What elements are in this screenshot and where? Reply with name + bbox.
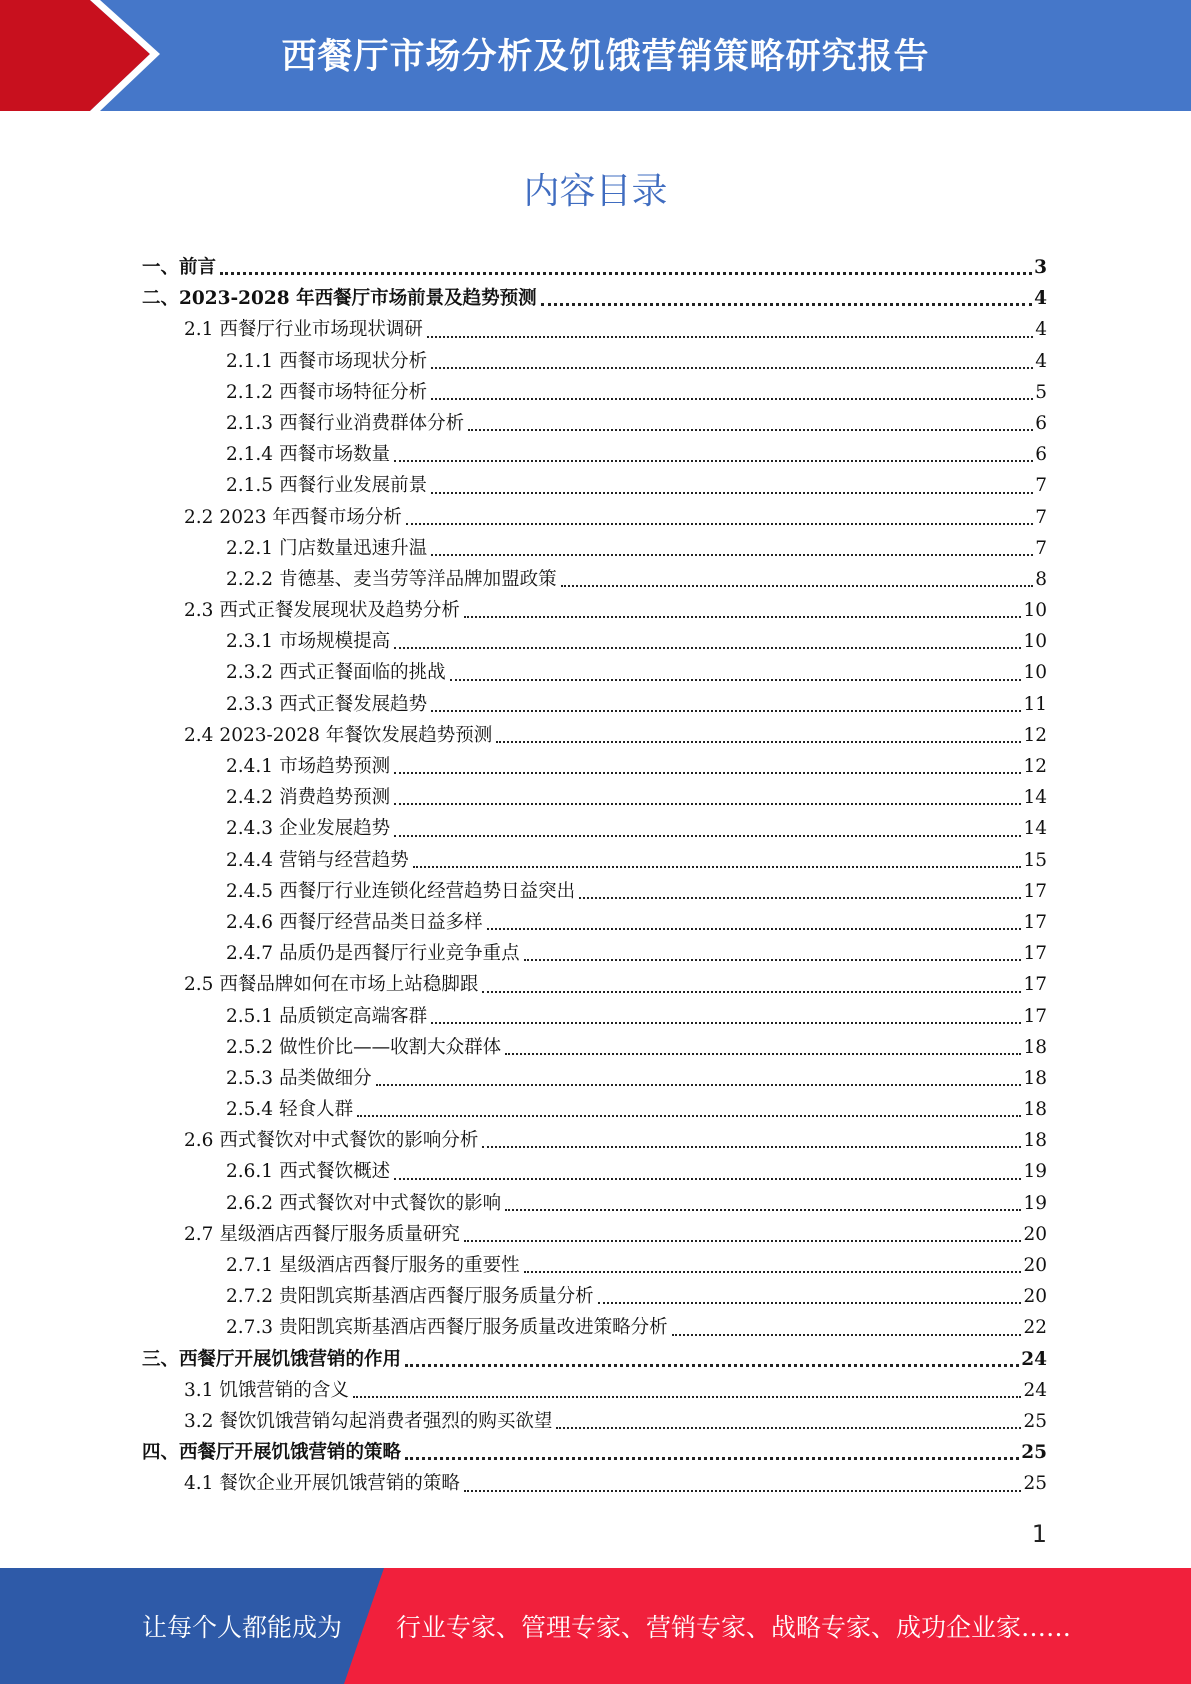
toc-leader-dots bbox=[672, 1334, 1022, 1336]
toc-entry-page: 4 bbox=[1035, 319, 1047, 341]
toc-entry-number: 2.4.7 bbox=[226, 943, 274, 965]
toc-entry-title: 市场规模提高 bbox=[279, 631, 391, 653]
toc-leader-dots bbox=[353, 1396, 1022, 1398]
toc-entry-title: 西餐行业发展前景 bbox=[279, 475, 428, 497]
toc-leader-dots bbox=[496, 741, 1021, 743]
toc-entry-number: 2.3.1 bbox=[226, 631, 274, 653]
header-banner bbox=[0, 0, 1191, 111]
toc-entry[interactable] bbox=[142, 1468, 1047, 1499]
page-number: 1 bbox=[1031, 1520, 1047, 1548]
toc-entry[interactable] bbox=[142, 1156, 1047, 1187]
toc-entry-page: 17 bbox=[1023, 911, 1047, 933]
toc-entry-title: 西餐厅开展饥饿营销的作用 bbox=[179, 1348, 402, 1370]
toc-entry-page: 14 bbox=[1023, 787, 1047, 809]
toc-entry-title: 星级酒店西餐厅服务质量研究 bbox=[219, 1223, 460, 1245]
toc-entry-number: 2.2.2 bbox=[226, 568, 274, 590]
toc-leader-dots bbox=[413, 866, 1022, 868]
toc-entry-number: 2.3.2 bbox=[226, 662, 274, 684]
toc-entry-number: 2.5.2 bbox=[226, 1036, 274, 1058]
toc-entry-title: 营销与经营趋势 bbox=[279, 849, 409, 871]
toc-entry-page: 7 bbox=[1035, 537, 1047, 559]
toc-entry-title: 企业发展趋势 bbox=[279, 818, 391, 840]
toc-entry-number: 2.7.2 bbox=[226, 1286, 274, 1308]
toc-entry[interactable] bbox=[142, 1281, 1047, 1312]
toc-entry-number: 2.5 bbox=[184, 974, 214, 996]
toc-leader-dots bbox=[541, 303, 1033, 306]
toc-leader-dots bbox=[394, 772, 1021, 774]
toc-leader-dots bbox=[394, 460, 1033, 462]
toc-entry[interactable] bbox=[142, 969, 1047, 1000]
toc-entry-number: 3.2 bbox=[184, 1410, 214, 1432]
toc-entry-page: 22 bbox=[1023, 1317, 1047, 1339]
toc-entry-title: 贵阳凯宾斯基酒店西餐厅服务质量改进策略分析 bbox=[279, 1317, 668, 1339]
toc-entry-title: 西餐厅经营品类日益多样 bbox=[279, 911, 483, 933]
toc-entry[interactable] bbox=[142, 1063, 1047, 1094]
toc-entry-page: 17 bbox=[1023, 880, 1047, 902]
toc-leader-dots bbox=[487, 928, 1022, 930]
toc-entry-number: 2.4.4 bbox=[226, 849, 274, 871]
toc-leader-dots bbox=[405, 1457, 1019, 1460]
toc-entry[interactable] bbox=[142, 502, 1047, 533]
toc-entry-title: 西餐市场数量 bbox=[279, 444, 391, 466]
toc-entry-title: 西餐厅行业连锁化经营趋势日益突出 bbox=[279, 880, 576, 902]
toc-entry[interactable] bbox=[142, 1001, 1047, 1032]
toc-entry-number: 2.1.1 bbox=[226, 350, 274, 372]
toc-entry-title: 西餐市场现状分析 bbox=[279, 350, 428, 372]
toc-entry[interactable] bbox=[142, 813, 1047, 844]
toc-entry-page: 20 bbox=[1023, 1255, 1047, 1276]
toc-entry-title: 2023 年西餐市场分析 bbox=[219, 506, 402, 528]
toc-entry-page: 10 bbox=[1023, 662, 1047, 684]
toc-entry-number: 3.1 bbox=[184, 1379, 214, 1401]
toc-entry-number: 三、 bbox=[142, 1348, 180, 1370]
toc-entry[interactable] bbox=[142, 876, 1047, 907]
toc-leader-dots bbox=[394, 835, 1021, 837]
toc-entry-number: 2.4.2 bbox=[226, 787, 274, 809]
toc-entry-page: 6 bbox=[1035, 412, 1047, 434]
toc-entry[interactable] bbox=[142, 1406, 1047, 1437]
toc-entry[interactable] bbox=[142, 408, 1047, 439]
toc-entry-number: 2.4.1 bbox=[226, 756, 274, 777]
toc-entry-title: 餐饮企业开展饥饿营销的策略 bbox=[219, 1473, 460, 1495]
toc-entry-page: 25 bbox=[1021, 1442, 1047, 1464]
toc-entry-page: 14 bbox=[1023, 818, 1047, 840]
toc-entry[interactable] bbox=[142, 1344, 1047, 1375]
toc-entry[interactable] bbox=[142, 314, 1047, 345]
toc-leader-dots bbox=[431, 367, 1033, 369]
toc-entry-page: 3 bbox=[1034, 257, 1047, 278]
toc-entry-page: 24 bbox=[1021, 1348, 1047, 1370]
toc-leader-dots bbox=[561, 585, 1034, 587]
toc-entry[interactable] bbox=[142, 595, 1047, 626]
toc-entry-title: 西式餐饮概述 bbox=[279, 1161, 391, 1183]
toc-entry-number: 2.2 bbox=[184, 506, 214, 528]
toc-leader-dots bbox=[524, 1271, 1022, 1273]
toc-entry-number: 四、 bbox=[142, 1442, 180, 1464]
toc-leader-dots bbox=[406, 523, 1033, 525]
toc-entry-title: 前言 bbox=[179, 257, 217, 278]
toc-entry-page: 17 bbox=[1023, 943, 1047, 965]
toc-entry-title: 西餐市场特征分析 bbox=[279, 381, 428, 403]
toc-entry[interactable] bbox=[142, 751, 1047, 782]
toc-entry-page: 18 bbox=[1023, 1099, 1047, 1121]
toc-entry[interactable] bbox=[142, 470, 1047, 501]
toc-entry[interactable] bbox=[142, 782, 1047, 813]
toc-entry-page: 8 bbox=[1035, 568, 1047, 590]
toc-entry-title: 西式餐饮对中式餐饮的影响分析 bbox=[219, 1130, 479, 1152]
toc-entry-title: 肯德基、麦当劳等洋品牌加盟政策 bbox=[279, 568, 557, 590]
toc-leader-dots bbox=[464, 1490, 1022, 1492]
toc-entry-page: 7 bbox=[1035, 506, 1047, 528]
toc-leader-dots bbox=[376, 1084, 1022, 1086]
toc-leader-dots bbox=[220, 272, 1032, 275]
toc-entry[interactable] bbox=[142, 1312, 1047, 1343]
toc-leader-dots bbox=[431, 492, 1033, 494]
toc-entry-page: 18 bbox=[1023, 1036, 1047, 1058]
toc-entry-title: 门店数量迅速升温 bbox=[279, 537, 428, 559]
toc-entry[interactable] bbox=[142, 1437, 1047, 1468]
toc-entry-page: 5 bbox=[1035, 381, 1047, 403]
toc-entry-title: 2023-2028 年餐饮发展趋势预测 bbox=[219, 724, 493, 746]
toc-entry-number: 2.6.2 bbox=[226, 1192, 274, 1214]
toc-entry-page: 7 bbox=[1035, 475, 1047, 497]
toc-entry-page: 25 bbox=[1023, 1473, 1047, 1495]
toc-entry-title: 西餐厅开展饥饿营销的策略 bbox=[179, 1442, 402, 1464]
toc-entry-title: 消费趋势预测 bbox=[279, 787, 391, 809]
toc-entry-number: 2.7 bbox=[184, 1223, 214, 1245]
toc-leader-dots bbox=[468, 429, 1033, 431]
toc-entry-title: 西式餐饮对中式餐饮的影响 bbox=[279, 1192, 502, 1214]
toc-entry-page: 12 bbox=[1023, 756, 1047, 777]
toc-entry-page: 10 bbox=[1023, 600, 1047, 622]
toc-leader-dots bbox=[464, 616, 1022, 618]
toc-entry-title: 西餐行业消费群体分析 bbox=[279, 412, 465, 434]
toc-entry-number: 二、 bbox=[142, 288, 180, 310]
toc-leader-dots bbox=[524, 959, 1022, 961]
toc-entry[interactable] bbox=[142, 1188, 1047, 1219]
toc-entry[interactable] bbox=[142, 720, 1047, 751]
toc-leader-dots bbox=[394, 647, 1021, 649]
toc-leader-dots bbox=[427, 336, 1033, 338]
toc-entry-number: 2.7.3 bbox=[226, 1317, 274, 1339]
toc-entry-title: 西式正餐面临的挑战 bbox=[279, 662, 446, 684]
toc-entry-page: 20 bbox=[1023, 1286, 1047, 1308]
toc-leader-dots bbox=[431, 554, 1033, 556]
toc-entry-page: 20 bbox=[1023, 1223, 1047, 1245]
toc-entry-number: 2.5.1 bbox=[226, 1005, 274, 1027]
toc-entry[interactable] bbox=[142, 1094, 1047, 1125]
toc-entry-page: 25 bbox=[1023, 1410, 1047, 1432]
toc-leader-dots bbox=[598, 1302, 1022, 1304]
toc-entry-page: 18 bbox=[1023, 1130, 1047, 1152]
toc-entry-number: 2.5.4 bbox=[226, 1099, 274, 1121]
toc-leader-dots bbox=[464, 1240, 1022, 1242]
toc-leader-dots bbox=[505, 1209, 1021, 1211]
toc-entry-page: 19 bbox=[1023, 1161, 1047, 1183]
toc-entry-number: 2.6.1 bbox=[226, 1161, 274, 1183]
toc-entry-number: 2.4.6 bbox=[226, 911, 274, 933]
toc-entry[interactable] bbox=[142, 1125, 1047, 1156]
toc-entry-title: 2023-2028 年西餐厅市场前景及趋势预测 bbox=[179, 288, 537, 310]
toc-entry[interactable] bbox=[142, 845, 1047, 876]
toc-entry-title: 市场趋势预测 bbox=[279, 756, 391, 777]
toc-entry-title: 品类做细分 bbox=[279, 1067, 372, 1089]
toc-entry-number: 2.1.3 bbox=[226, 412, 274, 434]
toc-entry-number: 2.1.5 bbox=[226, 475, 274, 497]
toc-entry[interactable] bbox=[142, 252, 1047, 283]
toc-entry-number: 一、 bbox=[142, 257, 180, 278]
toc-entry-title: 西餐品牌如何在市场上站稳脚跟 bbox=[219, 974, 479, 996]
toc-leader-dots bbox=[556, 1427, 1021, 1429]
toc-entry-number: 2.4.5 bbox=[226, 880, 274, 902]
toc-entry[interactable] bbox=[142, 346, 1047, 377]
toc-entry-number: 2.5.3 bbox=[226, 1067, 274, 1089]
toc-entry-number: 2.1 bbox=[184, 319, 214, 341]
toc-entry-page: 19 bbox=[1023, 1192, 1047, 1214]
toc-entry-page: 17 bbox=[1023, 974, 1047, 996]
footer-banner bbox=[0, 1568, 1191, 1684]
toc-entry-page: 10 bbox=[1023, 631, 1047, 653]
toc-entry-page: 4 bbox=[1035, 350, 1047, 372]
toc-leader-dots bbox=[450, 679, 1022, 681]
toc-leader-dots bbox=[579, 897, 1021, 899]
footer-slogan-left: 让每个人都能成为 bbox=[142, 1613, 343, 1642]
toc-entry-number: 2.4 bbox=[184, 724, 214, 746]
toc-entry[interactable] bbox=[142, 1375, 1047, 1406]
toc-entry[interactable] bbox=[142, 626, 1047, 657]
toc-leader-dots bbox=[405, 1364, 1019, 1367]
toc-entry-title: 品质仍是西餐厅行业竞争重点 bbox=[279, 943, 520, 965]
toc-entry[interactable] bbox=[142, 907, 1047, 938]
toc-entry-page: 18 bbox=[1023, 1067, 1047, 1089]
toc-entry[interactable] bbox=[142, 938, 1047, 969]
report-title: 西餐厅市场分析及饥饿营销策略研究报告 bbox=[281, 37, 930, 77]
toc-entry-title: 做性价比——收割大众群体 bbox=[279, 1036, 502, 1058]
toc-entry-number: 2.4.3 bbox=[226, 818, 274, 840]
toc-entry-title: 西式正餐发展趋势 bbox=[279, 693, 428, 715]
toc-entry-page: 15 bbox=[1023, 849, 1047, 871]
toc-leader-dots bbox=[482, 1146, 1021, 1148]
toc-entry-title: 轻食人群 bbox=[279, 1099, 354, 1121]
table-of-contents bbox=[142, 252, 1047, 1500]
toc-entry-number: 2.2.1 bbox=[226, 537, 274, 559]
toc-entry[interactable] bbox=[142, 533, 1047, 564]
toc-entry[interactable] bbox=[142, 657, 1047, 688]
toc-entry-title: 饥饿营销的含义 bbox=[219, 1379, 349, 1401]
toc-entry[interactable] bbox=[142, 283, 1047, 314]
toc-entry-number: 2.1.2 bbox=[226, 381, 274, 403]
toc-entry[interactable] bbox=[142, 377, 1047, 408]
toc-entry-page: 12 bbox=[1023, 724, 1047, 746]
toc-entry[interactable] bbox=[142, 689, 1047, 720]
toc-entry-title: 品质锁定高端客群 bbox=[279, 1005, 428, 1027]
toc-entry-number: 4.1 bbox=[184, 1473, 214, 1495]
toc-entry-title: 贵阳凯宾斯基酒店西餐厅服务质量分析 bbox=[279, 1286, 594, 1308]
toc-leader-dots bbox=[431, 398, 1033, 400]
toc-entry-page: 4 bbox=[1034, 288, 1047, 310]
toc-leader-dots bbox=[431, 1022, 1021, 1024]
toc-entry-number: 2.3 bbox=[184, 600, 214, 622]
toc-entry-title: 西式正餐发展现状及趋势分析 bbox=[219, 600, 460, 622]
toc-leader-dots bbox=[482, 991, 1021, 993]
toc-entry-title: 星级酒店西餐厅服务的重要性 bbox=[279, 1255, 520, 1276]
toc-entry[interactable] bbox=[142, 1250, 1047, 1281]
toc-entry[interactable] bbox=[142, 439, 1047, 470]
toc-leader-dots bbox=[505, 1053, 1021, 1055]
toc-leader-dots bbox=[357, 1115, 1021, 1117]
toc-entry[interactable] bbox=[142, 564, 1047, 595]
toc-entry-title: 餐饮饥饿营销勾起消费者强烈的购买欲望 bbox=[219, 1410, 553, 1432]
toc-leader-dots bbox=[431, 710, 1021, 712]
footer-slogan-right: 行业专家、管理专家、营销专家、战略专家、成功企业家…… bbox=[396, 1613, 1072, 1642]
toc-leader-dots bbox=[394, 803, 1021, 805]
toc-entry-title: 西餐厅行业市场现状调研 bbox=[219, 319, 423, 341]
toc-entry-page: 6 bbox=[1035, 444, 1047, 466]
toc-leader-dots bbox=[394, 1178, 1021, 1180]
toc-entry[interactable] bbox=[142, 1219, 1047, 1250]
toc-entry-page: 11 bbox=[1023, 693, 1047, 715]
toc-entry-page: 17 bbox=[1023, 1005, 1047, 1027]
toc-entry-number: 2.6 bbox=[184, 1130, 214, 1152]
toc-entry-page: 24 bbox=[1023, 1379, 1047, 1401]
toc-entry-number: 2.3.3 bbox=[226, 693, 274, 715]
toc-entry[interactable] bbox=[142, 1032, 1047, 1063]
toc-heading: 内容目录 bbox=[523, 171, 668, 212]
toc-entry-number: 2.1.4 bbox=[226, 444, 274, 466]
toc-entry-number: 2.7.1 bbox=[226, 1255, 274, 1276]
